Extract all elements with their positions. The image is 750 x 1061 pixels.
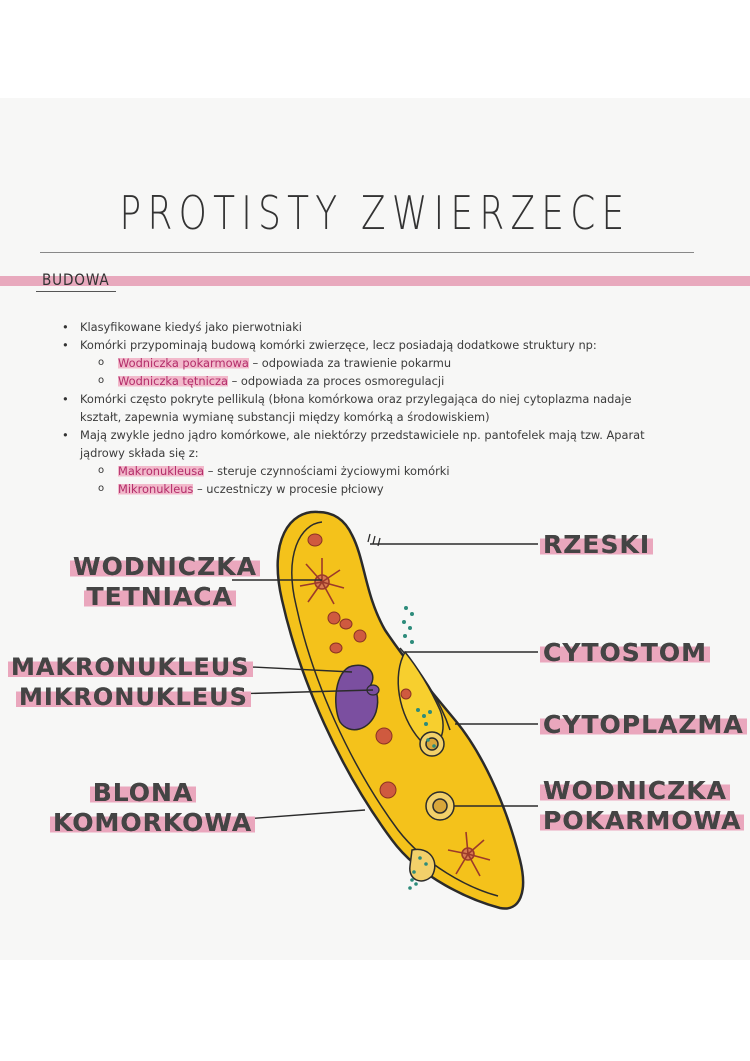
label-text: CYTOPLAZMA <box>540 710 747 739</box>
highlighted-term: Wodniczka pokarmowa <box>118 356 249 370</box>
section-heading <box>42 270 110 289</box>
label-cytostom <box>540 638 710 668</box>
sub-list-item <box>80 480 680 498</box>
label-text: KOMORKOWA <box>50 808 255 837</box>
sub-list-item <box>80 354 680 372</box>
cell-body <box>278 512 523 909</box>
note-text: Komórki przypominają budową komórki zwierzęce, lecz posiadają dodatkowe struktury np: <box>80 338 597 352</box>
list-item <box>80 336 680 354</box>
label-text: WODNICZKA <box>540 776 730 805</box>
note-text: jądrowy składa się z: <box>80 446 199 460</box>
label-text: MIKRONUKLEUS <box>16 683 251 711</box>
label-text: TETNIACA <box>84 582 236 611</box>
label-wodniczka-pokarmowa <box>540 776 742 836</box>
note-text: – uczestniczy w procesie płciowy <box>193 482 384 496</box>
highlighted-term: Makronukleusa <box>118 464 205 478</box>
label-rzeski <box>540 530 653 560</box>
highlighted-term: Wodniczka tętnicza <box>118 374 228 388</box>
list-item <box>80 390 680 426</box>
section-heading-text: BUDOWA <box>42 270 110 289</box>
label-wodniczka-tetniaca <box>70 552 257 612</box>
paramecium-diagram <box>0 500 750 920</box>
list-item <box>80 318 680 336</box>
label-text: POKARMOWA <box>540 806 744 835</box>
note-text: Mają zwykle jedno jądro komórkowe, ale niektórzy przedstawiciele np. pantofelek mają tzw. Aparat <box>80 428 645 442</box>
note-text: Komórki często pokryte pellikulą (błona komórkowa oraz przylegająca do niej cytoplazma nadaje <box>80 392 632 406</box>
label-text: CYTOSTOM <box>540 638 710 667</box>
label-mikronukleus <box>16 682 251 712</box>
note-text: – odpowiada za proces osmoregulacji <box>227 374 445 388</box>
page-title: PROTISTY ZWIERZECE <box>119 186 631 240</box>
macronucleus <box>336 665 378 730</box>
note-text: kształt, zapewnia wymianę substancji między komórką a środowiskiem) <box>80 410 490 424</box>
notes-list <box>60 318 680 498</box>
sub-list-item <box>80 372 680 390</box>
label-blona-komorkowa <box>50 778 253 838</box>
highlighted-term: Mikronukleus <box>118 482 194 496</box>
note-text: – steruje czynnościami życiowymi komórki <box>204 464 450 478</box>
label-text: MAKRONUKLEUS <box>8 653 253 681</box>
label-makronukleus <box>8 652 253 682</box>
label-text: RZESKI <box>540 530 653 559</box>
note-text: – odpowiada za trawienie pokarmu <box>248 356 452 370</box>
sub-list-item <box>80 462 680 480</box>
label-text: WODNICZKA <box>70 552 260 581</box>
title-underline <box>40 252 694 253</box>
label-text: BLONA <box>90 778 197 807</box>
note-text: Klasyfikowane kiedyś jako pierwotniaki <box>80 320 302 334</box>
section-highlight-band <box>0 276 750 286</box>
list-item <box>80 426 680 462</box>
label-cytoplazma <box>540 710 747 740</box>
section-underline <box>36 291 116 292</box>
